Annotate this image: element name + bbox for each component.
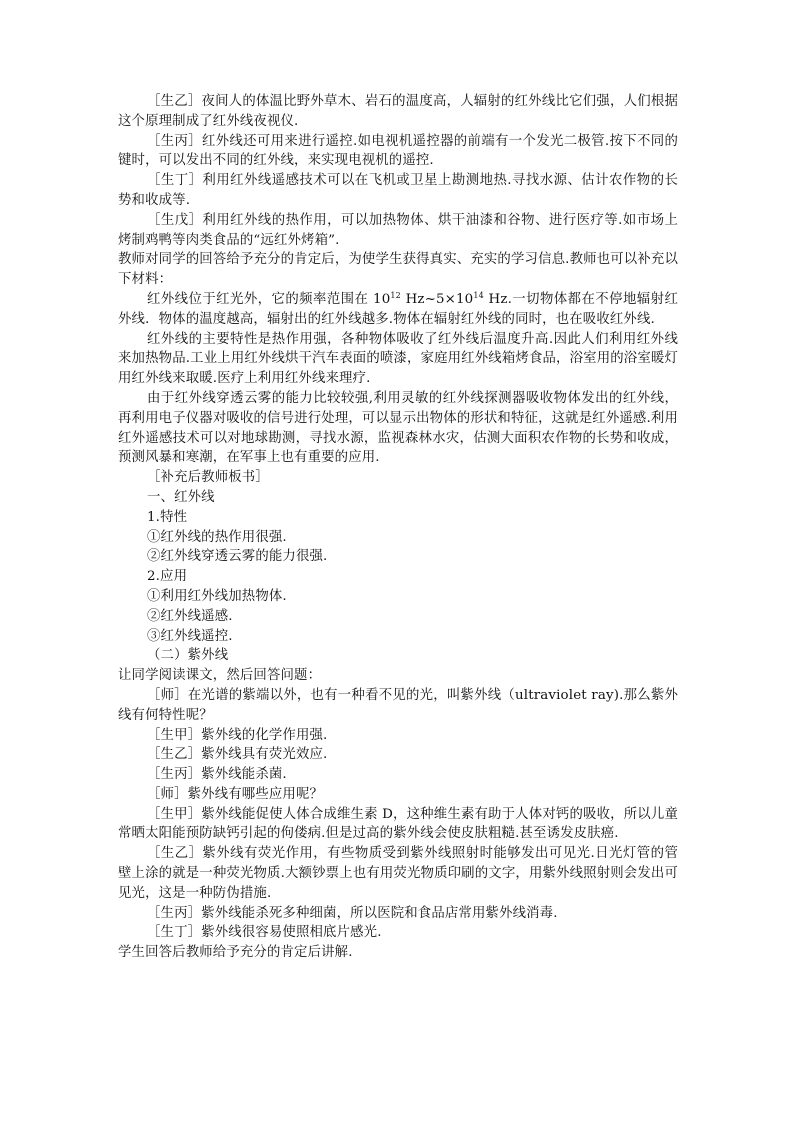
freq-text-post: Hz.一切物体都在不停地辐射红外线．物体的温度越高，辐射出的红外线越多.物体在辐射红外线的同时，也在吸收红外线. <box>118 291 678 327</box>
list-item: ①红外线的热作用很强. <box>147 529 287 545</box>
list-item: ②红外线遥感. <box>147 608 233 624</box>
paragraph: ［生甲］紫外线的化学作用强. <box>147 727 328 743</box>
paragraph: ［生丙］紫外线能杀死多种细菌，所以医院和食品店常用紫外线消毒. <box>147 905 558 921</box>
list-item: ①利用红外线加热物体. <box>147 588 287 604</box>
paragraph: ［生丁］利用红外线遥感技术可以在飞机或卫星上勘测地热.寻找水源、估计农作物的长势和收成等. <box>118 173 678 208</box>
freq-exponent-2: 14 <box>473 290 484 300</box>
paragraph: 教师对同学的回答给予充分的肯定后，为使学生获得真实、充实的学习信息.教师也可以补充以下材料： <box>118 252 678 288</box>
paragraph: ［生丁］紫外线很容易使照相底片感光. <box>147 925 382 941</box>
section-heading: （二）紫外线 <box>147 648 229 664</box>
freq-text-mid: Hz~5×10 <box>400 291 474 307</box>
paragraph: 让同学阅读课文，然后回答问题： <box>118 668 322 684</box>
list-heading: 2.应用 <box>147 569 188 585</box>
paragraph: 红外线的主要特性是热作用强，各种物体吸收了红外线后温度升高.因此人们利用红外线来加热物品.工业上用红外线烘干汽车表面的喷漆，家庭用红外线箱烤食品，浴室用的浴室暖灯用红外线来取暖.医疗上利用红外线来理疗. <box>118 331 678 387</box>
paragraph: ［生戊］利用红外线的热作用，可以加热物体、烘干油漆和谷物、进行医疗等.如市场上烤制鸡鸭等肉类食品的“远红外烤箱”. <box>118 212 678 248</box>
freq-exponent-1: 12 <box>390 290 401 300</box>
paragraph: ［生乙］紫外线具有荧光效应. <box>147 747 328 763</box>
list-heading: 1.特性 <box>147 509 188 525</box>
paragraph: ［生乙］紫外线有荧光作用，有些物质受到紫外线照射时能够发出可见光.日光灯管的管壁上涂的就是一种荧光物质.大额钞票上也有用荧光物质印刷的文字，用紫外线照射则会发出可见光，这是一种防伪措施. <box>118 846 678 901</box>
paragraph: ［生乙］夜间人的体温比野外草木、岩石的温度高，人辐射的红外线比它们强，人们根据这个原理制成了红外线夜视仪. <box>118 94 678 129</box>
document-page <box>118 92 678 963</box>
list-item: ③红外线遥控. <box>147 628 233 644</box>
paragraph: ［生丙］红外线还可用来进行遥控.如电视机遥控器的前端有一个发光二极管.按下不同的键时，可以发出不同的红外线，来实现电视机的遥控. <box>118 133 678 169</box>
list-item: ②红外线穿透云雾的能力很强. <box>147 549 328 565</box>
paragraph: 由于红外线穿透云雾的能力比较较强,利用灵敏的红外线探测器吸收物体发出的红外线，再利用电子仪器对吸收的信号进行处理，可以显示出物体的形状和特征，这就是红外遥感.利用红外遥感技术可以对地球勘测，寻找水源，监视森林水灾，估测大面积农作物的长势和收成，预测风暴和寒潮，在军事上也有重要的应用. <box>118 390 678 466</box>
paragraph: ［生甲］紫外线能促使人体合成维生素 D，这种维生素有助于人体对钙的吸收，所以儿童常晒太阳能预防缺钙引起的佝偻病.但是过高的紫外线会使皮肤粗糙.甚至诱发皮肤癌. <box>118 806 678 842</box>
frequency-paragraph <box>118 290 678 330</box>
paragraph: ［师］在光谱的紫端以外，也有一种看不见的光，叫紫外线（ultraviolet ray).那么紫外线有何特性呢？ <box>118 687 678 723</box>
paragraph: ［师］紫外线有哪些应用呢？ <box>147 786 324 802</box>
board-heading: ［补充后教师板书］ <box>147 470 269 486</box>
section-heading: 一、红外线 <box>147 489 215 505</box>
paragraph: ［生丙］紫外线能杀菌. <box>147 767 287 783</box>
freq-text-pre: 红外线位于红光外，它的频率范围在 10 <box>147 291 391 307</box>
paragraph: 学生回答后教师给予充分的肯定后讲解. <box>118 945 353 961</box>
